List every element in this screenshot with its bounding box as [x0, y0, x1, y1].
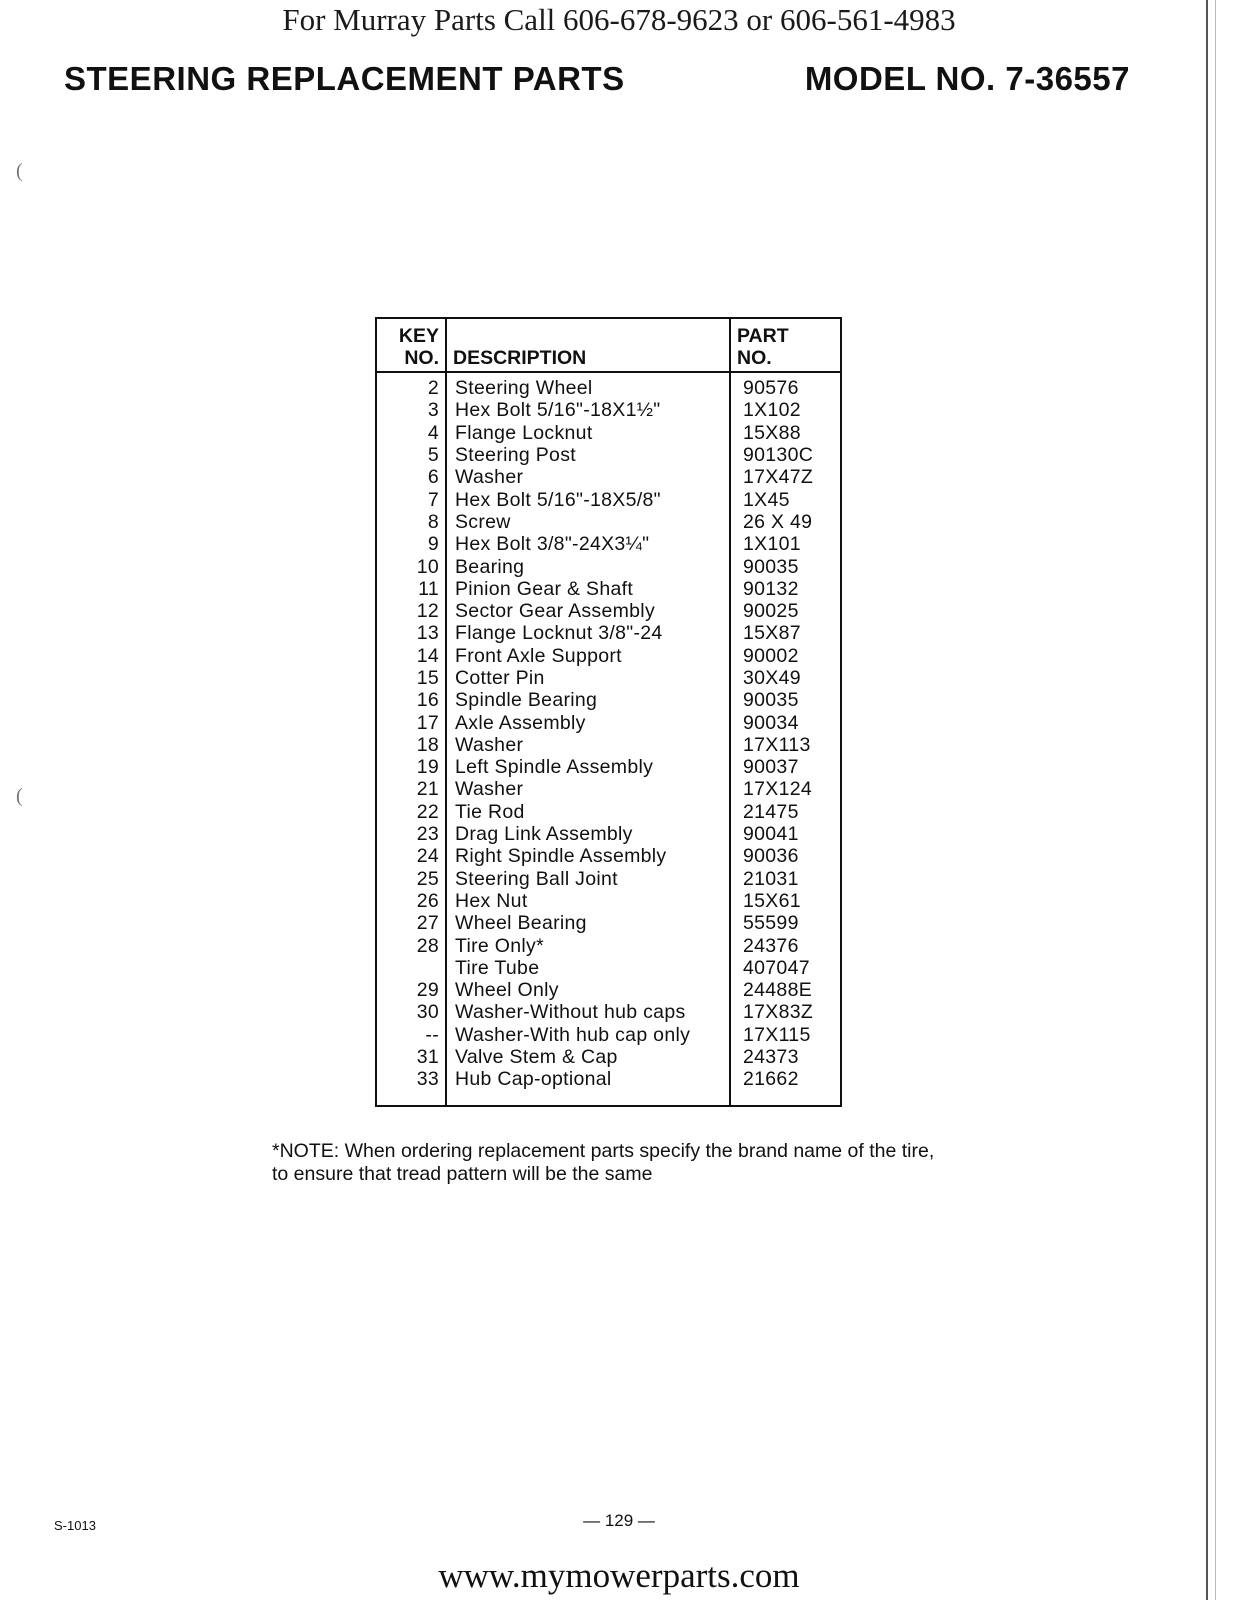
table-row: [376, 488, 841, 510]
filler-cell: [730, 1091, 841, 1107]
key-no-cell: 28: [376, 934, 446, 956]
table-row: [376, 578, 841, 600]
part-no-cell: 1X45: [743, 488, 790, 511]
table-row: [376, 801, 841, 823]
part-no-cell: 90132: [743, 577, 799, 600]
description-cell: Washer-With hub cap only: [446, 1024, 730, 1046]
ordering-note: *NOTE: When ordering replacement parts specify the brand name of the tire, to ensure that tread pattern will be the same: [272, 1140, 935, 1185]
key-no-cell: 30: [376, 1001, 446, 1023]
part-no-cell: 90035: [743, 689, 799, 712]
key-no-cell: 13: [376, 622, 446, 644]
part-no-cell: 15X88: [743, 421, 801, 444]
part-no-cell: 1X101: [743, 533, 801, 556]
table-row: [376, 372, 841, 399]
description-cell: Flange Locknut: [446, 422, 730, 444]
part-no-cell: 15X61: [743, 889, 801, 912]
part-no-cell: 90576: [743, 377, 799, 400]
table-row: [376, 600, 841, 622]
key-no-cell: 5: [376, 444, 446, 466]
part-no-cell: 90041: [743, 823, 799, 846]
table-filler-row: [376, 1091, 841, 1107]
table-row: [376, 845, 841, 867]
description-cell: Left Spindle Assembly: [446, 756, 730, 778]
description-cell: Pinion Gear & Shaft: [446, 578, 730, 600]
description-cell: Front Axle Support: [446, 645, 730, 667]
key-no-cell: 25: [376, 868, 446, 890]
part-no-cell: 90036: [743, 845, 799, 868]
header-part-line2: NO.: [737, 347, 772, 369]
key-no-cell: 22: [376, 801, 446, 823]
key-no-cell: 15: [376, 667, 446, 689]
description-cell: Steering Ball Joint: [446, 868, 730, 890]
table-row: [376, 645, 841, 667]
key-no-cell: 18: [376, 734, 446, 756]
table-row: [376, 422, 841, 444]
part-no-cell: 17X83Z: [743, 1001, 814, 1024]
table-row: [376, 756, 841, 778]
key-no-cell: 23: [376, 823, 446, 845]
table-row: [376, 823, 841, 845]
key-no-cell: --: [376, 1024, 446, 1046]
table-row: [376, 1068, 841, 1090]
table-row: [376, 979, 841, 1001]
page-number: — 129 —: [583, 1511, 655, 1530]
table-row: [376, 778, 841, 800]
description-cell: Hex Bolt 5/16"-18X5/8": [446, 488, 730, 510]
table-row: [376, 957, 841, 979]
description-cell: Drag Link Assembly: [446, 823, 730, 845]
key-no-cell: 33: [376, 1068, 446, 1090]
key-no-cell: 7: [376, 488, 446, 510]
description-cell: Hex Bolt 5/16"-18X1½": [446, 399, 730, 421]
part-no-cell: 90025: [743, 600, 799, 623]
description-cell: Hex Nut: [446, 890, 730, 912]
table-row: [376, 399, 841, 421]
table-row: [376, 912, 841, 934]
key-no-cell: 17: [376, 711, 446, 733]
part-no-cell: 21475: [743, 800, 799, 823]
margin-mark: (: [16, 785, 23, 807]
description-cell: Axle Assembly: [446, 711, 730, 733]
part-no-cell: 17X113: [743, 733, 811, 756]
key-no-cell: [376, 957, 446, 979]
table-header-row: [376, 318, 841, 372]
header-description: DESCRIPTION: [446, 318, 730, 372]
description-cell: Washer-Without hub caps: [446, 1001, 730, 1023]
table-row: [376, 734, 841, 756]
key-no-cell: 10: [376, 555, 446, 577]
key-no-cell: 12: [376, 600, 446, 622]
page-title: STEERING REPLACEMENT PARTS: [64, 60, 625, 97]
key-no-cell: 8: [376, 511, 446, 533]
key-no-cell: 6: [376, 466, 446, 488]
description-cell: Hex Bolt 3/8"-24X3¼": [446, 533, 730, 555]
table-row: [376, 934, 841, 956]
part-no-cell: 17X47Z: [743, 466, 814, 489]
key-no-cell: 24: [376, 845, 446, 867]
key-no-cell: 4: [376, 422, 446, 444]
part-no-cell: 17X124: [743, 778, 813, 801]
table-row: [376, 511, 841, 533]
description-cell: Valve Stem & Cap: [446, 1046, 730, 1068]
table-row: [376, 466, 841, 488]
part-no-cell: 24488E: [743, 979, 813, 1002]
description-cell: Right Spindle Assembly: [446, 845, 730, 867]
header-part-line1: PART: [737, 325, 789, 347]
part-no-cell: 26 X 49: [743, 510, 813, 533]
part-no-cell: 24373: [743, 1046, 799, 1069]
key-no-cell: 9: [376, 533, 446, 555]
description-cell: Cotter Pin: [446, 667, 730, 689]
table-row: [376, 1024, 841, 1046]
filler-cell: [446, 1091, 730, 1107]
part-no-cell: 17X115: [743, 1023, 811, 1046]
description-cell: Spindle Bearing: [446, 689, 730, 711]
description-cell: Tire Tube: [446, 957, 730, 979]
key-no-cell: 11: [376, 578, 446, 600]
table-row: [376, 868, 841, 890]
top-banner-phone: For Murray Parts Call 606-678-9623 or 606-561-4983: [282, 2, 956, 37]
table-row: [376, 444, 841, 466]
key-no-cell: 26: [376, 890, 446, 912]
description-cell: Steering Wheel: [446, 372, 730, 399]
table-row: [376, 622, 841, 644]
table-row: [376, 1001, 841, 1023]
table-row: [376, 555, 841, 577]
part-no-cell: 1X102: [743, 399, 801, 422]
part-no-cell: 90034: [743, 711, 799, 734]
key-no-cell: 16: [376, 689, 446, 711]
description-cell: Washer: [446, 778, 730, 800]
parts-table: [375, 317, 842, 1107]
description-cell: Sector Gear Assembly: [446, 600, 730, 622]
part-no-cell: 90002: [743, 644, 799, 667]
key-no-cell: 31: [376, 1046, 446, 1068]
table-row: [376, 890, 841, 912]
description-cell: Bearing: [446, 555, 730, 577]
table-row: [376, 533, 841, 555]
website-url: www.mymowerparts.com: [438, 1556, 800, 1595]
part-no-cell: 90035: [743, 555, 799, 578]
scan-edge-line: [1206, 0, 1208, 1600]
description-cell: Screw: [446, 511, 730, 533]
part-no-cell: 90037: [743, 756, 799, 779]
margin-mark: (: [16, 160, 23, 182]
key-no-cell: 2: [376, 372, 446, 399]
description-cell: Washer: [446, 734, 730, 756]
description-cell: Tie Rod: [446, 801, 730, 823]
table-row: [376, 667, 841, 689]
header-key-no: [376, 318, 446, 372]
part-no-cell: 30X49: [743, 667, 801, 689]
part-no-cell: 21662: [743, 1068, 799, 1091]
description-cell: Tire Only*: [446, 934, 730, 956]
table-row: [376, 689, 841, 711]
key-no-cell: 3: [376, 399, 446, 421]
header-part-no: [730, 318, 841, 372]
key-no-cell: 27: [376, 912, 446, 934]
key-no-cell: 19: [376, 756, 446, 778]
part-no-cell: 90130C: [743, 444, 814, 467]
parts-table-body: [376, 372, 841, 1106]
key-no-cell: 21: [376, 778, 446, 800]
description-cell: Steering Post: [446, 444, 730, 466]
description-cell: Wheel Only: [446, 979, 730, 1001]
filler-cell: [376, 1091, 446, 1107]
table-row: [376, 1046, 841, 1068]
part-no-cell: 55599: [743, 912, 799, 935]
part-no-cell: 15X87: [743, 622, 801, 645]
key-no-cell: 29: [376, 979, 446, 1001]
scan-edge-line-secondary: [1215, 0, 1216, 1600]
table-row: [376, 711, 841, 733]
key-no-cell: 14: [376, 645, 446, 667]
part-no-cell: 407047: [743, 956, 810, 979]
description-cell: Hub Cap-optional: [446, 1068, 730, 1090]
header-key-line2: NO.: [404, 347, 439, 369]
part-no-cell: 24376: [743, 934, 799, 957]
part-no-cell: 21031: [743, 867, 799, 890]
model-number: MODEL NO. 7-36557: [804, 60, 1130, 97]
description-cell: Flange Locknut 3/8"-24: [446, 622, 730, 644]
description-cell: Washer: [446, 466, 730, 488]
description-cell: Wheel Bearing: [446, 912, 730, 934]
header-key-line1: KEY: [398, 325, 439, 347]
footer-code: S-1013: [54, 1518, 96, 1533]
